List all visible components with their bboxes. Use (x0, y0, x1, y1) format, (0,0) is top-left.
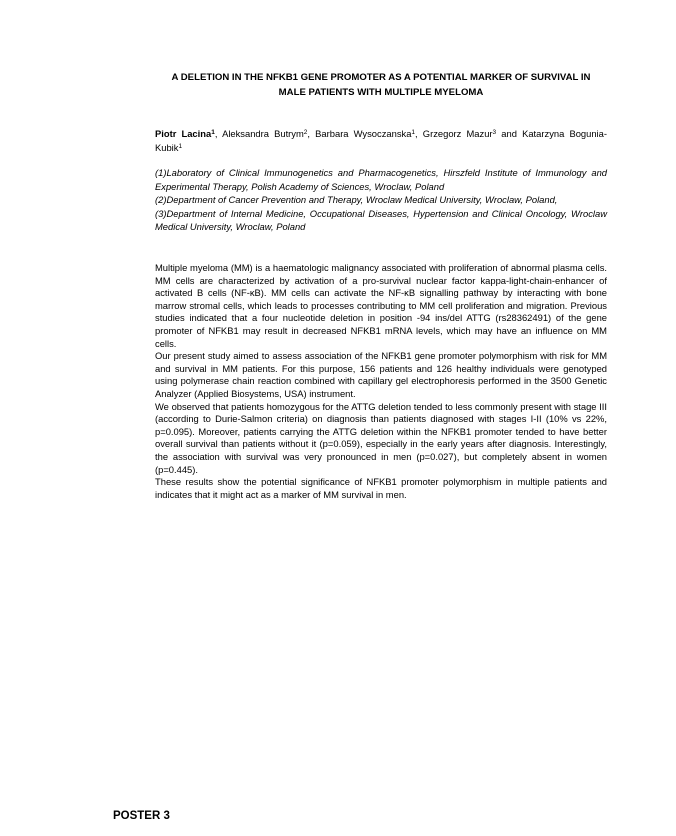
author-name: Grzegorz Mazur (422, 128, 493, 139)
author-4 (423, 128, 496, 139)
abstract-paragraph-4: These results show the potential significance of NFKB1 promoter polymorphism in multiple patients and indicates that it might act as a marker of MM survival in men. (155, 476, 607, 500)
abstract-paragraph-1: Multiple myeloma (MM) is a haematologic malignancy associated with proliferation of abnormal plasma cells. MM cells are characterized by activation of a pro-survival nuclear factor kappa-light-chain-enhancer of activated B cells (NF-κB). MM cells can activate the NF-κB signalling pathway by interacting with bone marrow stromal cells, which leads to processes contributing to MM cell proliferation and migration. Previous studies indicated that a four nucleotide deletion in position -94 ins/del ATTG (rs28362491) of the gene promoter of NFKB1 may result in decreased NFKB1 mRNA levels, which may have an influence on MM cells. (155, 262, 607, 349)
abstract-paragraph-2: Our present study aimed to assess association of the NFKB1 gene promoter polymorphism with risk for MM and survival in MM patients. For this purpose, 156 patients and 126 healthy individuals were genotyped using polymerase chain reaction combined with capillary gel electrophoresis performed in the 3500 Genetic Analyzer (Applied Biosystems, USA) instrument. (155, 350, 607, 399)
author-3 (315, 128, 415, 139)
affiliation-1: (1)Laboratory of Clinical Immunogenetics and Pharmacogenetics, Hirszfeld Institute of Immunology and Experimental Therapy, Polish Academy of Sciences, Wroclaw, Poland (155, 167, 607, 192)
author-name: Piotr Lacina (155, 128, 212, 139)
author-2 (222, 128, 307, 139)
title-line-2: MALE PATIENTS WITH MULTIPLE MYELOMA (278, 87, 484, 98)
abstract-body (155, 262, 607, 501)
author-affiliation-mark: 1 (211, 129, 215, 136)
author-affiliation-mark: 2 (303, 129, 308, 136)
author-separator: and (496, 128, 523, 139)
author-list (155, 127, 607, 155)
author-affiliation-mark: 1 (178, 143, 183, 150)
author-affiliation-mark: 3 (492, 129, 497, 136)
affiliation-3: (3)Department of Internal Medicine, Occupational Diseases, Hypertension and Clinical Oncology, Wroclaw Medical University, Wroclaw, Poland (155, 207, 607, 232)
title-line-1: A DELETION IN THE NFKB1 GENE PROMOTER AS A POTENTIAL MARKER OF SURVIVAL IN (171, 72, 591, 83)
author-name: Barbara Wysoczanska (315, 128, 412, 139)
poster-label: POSTER 3 (113, 810, 170, 822)
abstract-paragraph-3: We observed that patients homozygous for the ATTG deletion tended to less commonly present with stage III (according to Durie-Salmon criteria) on diagnosis than patients diagnosed with stages I-II (10% vs 22%, p=0.095). Moreover, patients carrying the ATTG deletion within the NFKB1 promoter tended to have better overall survival than patients without it (p=0.059), especially in the early years after diagnosis. Interestingly, the association with survival was very pronounced in men (p=0.027), but completely absent in women (p=0.445). (155, 400, 607, 475)
author-1 (155, 128, 215, 139)
author-affiliation-mark: 1 (411, 129, 416, 136)
author-separator: , (214, 128, 223, 139)
paper-title (155, 70, 607, 100)
author-name: Aleksandra Butrym (222, 128, 304, 139)
affiliation-list (155, 166, 607, 234)
author-name: Katarzyna Bogunia-Kubik (155, 128, 607, 153)
author-separator: , (415, 128, 423, 139)
author-separator: , (307, 128, 316, 139)
affiliation-2: (2)Department of Cancer Prevention and Therapy, Wroclaw Medical University, Wroclaw, Poland, (155, 194, 558, 205)
